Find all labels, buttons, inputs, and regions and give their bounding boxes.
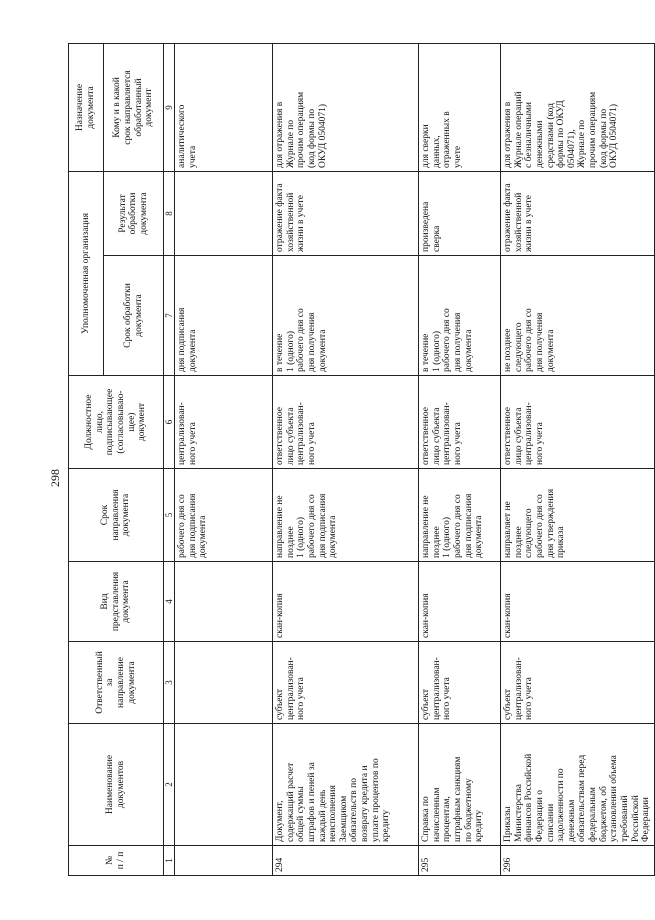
- form-type: [175, 562, 273, 642]
- table-row: [273, 43, 419, 875]
- responsible: субъект централизован- ного учета: [501, 642, 655, 724]
- document-name: Приказы Министерства финансов Российской Федерации о списании задолженности по денежным обязательствам перед федеральным бюджетом, об установлении объема требований Российской Федерации: [501, 724, 655, 846]
- column-number: 9: [164, 43, 175, 171]
- header-number: № п / п: [69, 846, 164, 876]
- responsible: субъект централизован- ного учета: [419, 642, 501, 724]
- form-type: скан-копия: [273, 562, 419, 642]
- recipient: для отражения в Журнале по прочим операциям (код формы по ОКУД 0504071): [273, 43, 419, 171]
- send-deadline: рабочего дня со дня подписания документа: [175, 469, 273, 562]
- column-number-row: [164, 43, 175, 875]
- header-processing-time: Срок обработки документа: [104, 256, 164, 376]
- responsible: [175, 642, 273, 724]
- header-purpose: Назначение документа: [69, 43, 104, 171]
- send-deadline: направление не позднее 1 (одного) рабочего дня со дня подписания документа: [273, 469, 419, 562]
- table-row: [419, 43, 501, 875]
- header-deadline: Срок направления документа: [69, 469, 164, 562]
- signer: ответственное лицо субъекта централизован- ного учета: [273, 376, 419, 469]
- rotated-table-wrapper: [68, 44, 652, 876]
- documents-table: [68, 43, 655, 876]
- processing-result: произведена сверка: [419, 171, 501, 255]
- table-row: [501, 43, 655, 875]
- form-type: скан-копия: [419, 562, 501, 642]
- signer: централизован- ного учета: [175, 376, 273, 469]
- processing-time: дня подписания документа: [175, 256, 273, 376]
- signer: ответственное лицо субъекта централизован- ного учета: [501, 376, 655, 469]
- header-form: Вид представления документа: [69, 562, 164, 642]
- document-name: [175, 724, 273, 846]
- column-number: 7: [164, 256, 175, 376]
- column-number: 4: [164, 562, 175, 642]
- header-authorized-org: Уполномоченная организация: [69, 171, 104, 375]
- table-row: [175, 43, 273, 875]
- row-number: 296: [501, 846, 655, 876]
- header-responsible: Ответственный за направление документа: [69, 642, 164, 724]
- row-number: [175, 846, 273, 876]
- row-number: 294: [273, 846, 419, 876]
- header-name: Наименование документов: [69, 724, 164, 846]
- signer: ответственное лицо субъекта централизован- ного учета: [419, 376, 501, 469]
- processing-result: отражение факта хозяйственной жизни в учете: [273, 171, 419, 255]
- column-number: 3: [164, 642, 175, 724]
- column-number: 2: [164, 724, 175, 846]
- column-number: 5: [164, 469, 175, 562]
- header-processing-result: Результат обработки документа: [104, 171, 164, 255]
- page-number: 298: [48, 469, 62, 487]
- document-name: Документ, содержащий расчет общей суммы штрафов и пеней за каждый день неисполнения Заемщиком обязательств по возврату кредита и уплате процентов по кредиту: [273, 724, 419, 846]
- send-deadline: направляет не позднее следующего рабочего дня со дня утверждения приказа: [501, 469, 655, 562]
- recipient: для отражения в Журнале операций с безналичными денежными средствами (код формы по ОКУД 0504071), Журнале по прочим операциям (код формы по ОКУД 0504071): [501, 43, 655, 171]
- processing-result: отражение факта хозяйственной жизни в учете: [501, 171, 655, 255]
- document-name: Справка по начисленным процентам, штрафным санкциям по бюджетному кредиту: [419, 724, 501, 846]
- row-number: 295: [419, 846, 501, 876]
- column-number: 8: [164, 171, 175, 255]
- column-number: 1: [164, 846, 175, 876]
- form-type: скан-копия: [501, 562, 655, 642]
- send-deadline: направление не позднее 1 (одного) рабочего дня со дня подписания документа: [419, 469, 501, 562]
- processing-time: в течение 1 (одного) рабочего дня со дня получения документа: [419, 256, 501, 376]
- responsible: субъект централизован- ного учета: [273, 642, 419, 724]
- column-number: 6: [164, 376, 175, 469]
- processing-result: [175, 171, 273, 255]
- processing-time: в течение 1 (одного) рабочего дня со дня получения документа: [273, 256, 419, 376]
- header-signer: Должностное лицо, подписывающее (согласовываю- щее) документ: [69, 376, 164, 469]
- header-recipient: Кому и в какой срок направляется обработанный документ: [104, 43, 164, 171]
- recipient: для сверки данных, отраженных в учете: [419, 43, 501, 171]
- table-header-row: [69, 43, 104, 875]
- recipient: аналитического учета: [175, 43, 273, 171]
- processing-time: не позднее следующего рабочего дня со дня получения документа: [501, 256, 655, 376]
